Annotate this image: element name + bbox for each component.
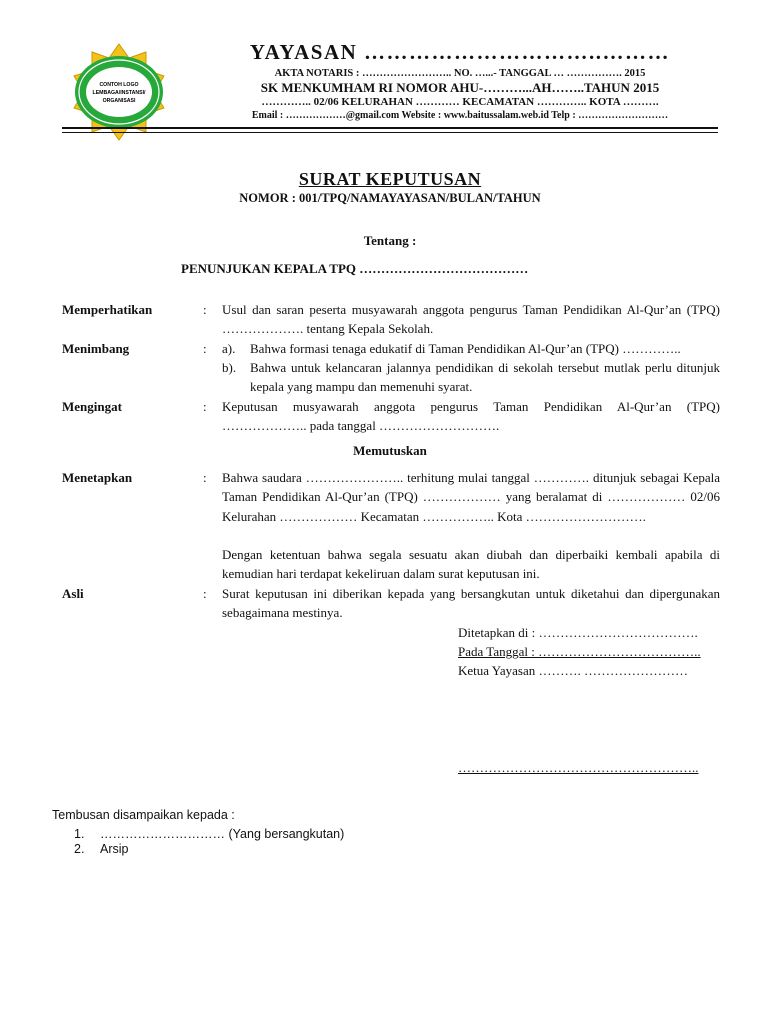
label-asli: Asli (62, 586, 84, 601)
text-menetapkan-1: Bahwa saudara ………………….. terhitung mulai tanggal …………. ditunjuk sebagai Kepala Taman Pendidikan Al-Qur’an (TPQ) ……………… yang beralamat di ……………… 02/06 Kelurahan ……………… Kecamatan …………….. Kota ………………………. (222, 470, 720, 524)
document-subject: PENUNJUKAN KEPALA TPQ ………………………………… (181, 261, 529, 276)
text-asli: Surat keputusan ini diberikan kepada yang bersangkutan untuk diketahui dan dipergunakan sebagaimana mestinya. (222, 586, 720, 621)
colon-mengingat: : (203, 399, 207, 414)
letterhead-thick-rule (62, 127, 718, 129)
text-memperhatikan: Usul dan saran peserta musyawarah anggota pengurus Taman Pendidikan Al-Qur’an (TPQ) ………………. tentang Kepala Sekolah. (222, 302, 720, 337)
menimbang-item-b: Bahwa untuk kelancaran jalannya pendidikan di sekolah tersebut mutlak perlu ditunjuk kepala yang mampu dan memenuhi syarat. (250, 360, 720, 395)
copies-item-1-text: ………………………… (Yang bersangkutan) (100, 827, 345, 841)
memutuskan-heading: Memutuskan (353, 443, 427, 458)
colon-menimbang: : (203, 341, 207, 356)
colon-memperhatikan: : (203, 302, 207, 317)
label-memperhatikan: Memperhatikan (62, 302, 153, 317)
tentang-heading: Tentang : (363, 233, 417, 248)
copies-item-2-number: 2. (74, 842, 85, 856)
text-menetapkan-2: Dengan ketentuan bahwa segala sesuatu akan diubah dan diperbaiki kembali apabila di kemudian hari terdapat kekeliruan dalam surat keputusan ini. (222, 547, 720, 582)
letterhead-address-line: ………….. 02/06 KELURAHAN ………… KECAMATAN ………….. KOTA ………. (261, 96, 659, 108)
colon-menetapkan: : (203, 470, 207, 485)
letterhead-notary-line: AKTA NOTARIS : …………………….. NO. …...- TANGGAL … ……………. 2015 (274, 68, 646, 79)
letterhead-title: YAYASAN …………………………..……… (249, 40, 671, 64)
signature-place: Ditetapkan di : ………………………………. (458, 625, 698, 640)
copies-item-1-number: 1. (74, 827, 85, 841)
menimbang-mark-b: b). (222, 360, 237, 375)
logo-text-3: ORGANISASI (102, 98, 136, 104)
label-mengingat: Mengingat (62, 399, 122, 414)
colon-asli: : (203, 586, 207, 601)
label-menimbang: Menimbang (62, 341, 130, 356)
logo-text-2: LEMBAGA/INSTANSI/ (92, 90, 146, 96)
document-title: SURAT KEPUTUSAN (298, 169, 482, 189)
signature-name-line: ……………………………………………….. (458, 760, 699, 775)
logo-text-1: CONTOH LOGO (99, 82, 139, 88)
document-number: NOMOR : 001/TPQ/NAMAYAYASAN/BULAN/TAHUN (239, 191, 541, 205)
label-menetapkan: Menetapkan (62, 470, 133, 485)
signature-role: Ketua Yayasan ………. …………………… (458, 663, 689, 678)
letterhead-sk-line: SK MENKUMHAM RI NOMOR AHU-………...AH……..TAHUN 2015 (260, 80, 660, 95)
menimbang-mark-a: a). (222, 341, 236, 356)
copies-heading: Tembusan disampaikan kepada : (52, 808, 235, 822)
menimbang-item-a: Bahwa formasi tenaga edukatif di Taman Pendidikan Al-Qur’an (TPQ) ………….. (250, 341, 681, 356)
letterhead-thin-rule (62, 132, 718, 133)
signature-date: Pada Tanggal : ……………………………….. (458, 644, 701, 659)
text-mengingat: Keputusan musyawarah anggota pengurus Taman Pendidikan Al-Qur’an (TPQ) ……………….. pada tanggal ………………………. (222, 399, 720, 434)
letterhead-contact-line: Email : ………………@gmail.com Website : www.baitussalam.web.id Telp : ……………………… (251, 110, 669, 121)
copies-item-2-text: Arsip (100, 842, 129, 856)
